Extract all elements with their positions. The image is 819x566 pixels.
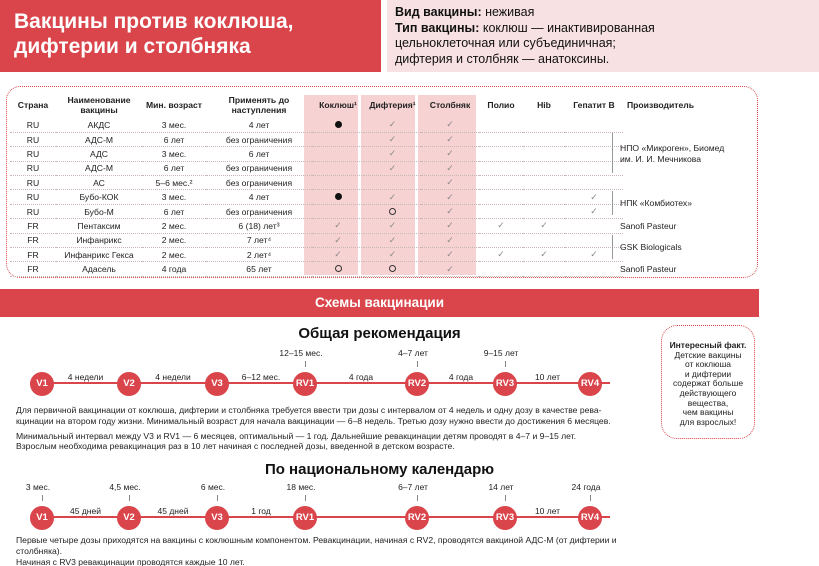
type-value-2: цельноклеточная или субъединичная;	[395, 36, 616, 50]
cell-mark	[421, 233, 479, 247]
timeline-node-rv3: RV3	[493, 506, 517, 530]
col-pertussis: Коклюш¹	[319, 100, 357, 110]
cell-age: 3 мес.	[142, 147, 206, 161]
bracket-gsk	[612, 235, 613, 259]
age-tick	[305, 361, 306, 367]
fact-line-3: и дифтерии	[684, 368, 732, 379]
bracket-mikrogen	[612, 133, 613, 173]
check-icon: ✓	[334, 220, 342, 231]
cell-mark	[312, 233, 364, 247]
cell-country: RU	[10, 161, 56, 175]
cell-mark	[364, 176, 421, 190]
check-icon: ✓	[446, 206, 454, 217]
cell-mark	[565, 233, 623, 247]
national-para-2: Начиная с RV3 ревакцинации проводятся каждые 10 лет.	[16, 556, 245, 566]
col-diphtheria: Дифтерия¹	[369, 100, 416, 110]
cell-mark	[312, 176, 364, 190]
interval-label: 45 дней	[157, 506, 189, 516]
title-line-1: Вакцины против коклюша,	[14, 10, 294, 33]
age-tick	[505, 495, 506, 501]
cell-mark	[312, 262, 364, 276]
interval-label: 1 год	[251, 506, 271, 516]
cell-country: FR	[10, 262, 56, 276]
cell-until: 4 лет	[206, 118, 312, 132]
check-icon: ✓	[497, 249, 505, 260]
cell-age: 2 мес.	[142, 219, 206, 233]
cell-until: без ограничения	[206, 204, 312, 218]
age-label: 4–7 лет	[398, 348, 428, 358]
col-min-age: Мин. возраст	[145, 100, 202, 110]
cell-name: АДС	[56, 147, 142, 161]
general-para-1: Для первичной вакцинации от коклюша, дифтерии и столбняка требуется ввести три дозы с интервалом от 4 недель и одну дозу в качестве рева-	[16, 405, 602, 415]
fact-heading: Интересный факт.	[669, 340, 747, 350]
kind-value: неживая	[485, 5, 535, 19]
check-icon: ✓	[590, 249, 598, 260]
cell-name: АДС-М	[56, 132, 142, 146]
cell-mark	[523, 147, 565, 161]
cell-until: 65 лет	[206, 262, 312, 276]
cell-mark	[364, 147, 421, 161]
cell-age: 3 мес.	[142, 118, 206, 132]
national-para-1: Первые четыре дозы приходятся на вакцины с коклюшным компонентом. Ревакцинации, начиная с RV2, проводятся вакциной АДС-М (от дифтерии и столбняка).	[16, 535, 617, 556]
check-icon: ✓	[446, 220, 454, 231]
check-icon: ✓	[540, 249, 548, 260]
age-label: 3 мес.	[25, 482, 51, 492]
cell-mark	[421, 147, 479, 161]
general-para-3: Минимальный интервал между V3 и RV1 — 6 месяцев, оптимальный — 1 год. Дальнейшие ревакцинации детям проводят в 4–7 и 9–15 лет.	[16, 430, 577, 441]
cell-country: RU	[10, 118, 56, 132]
age-tick	[417, 495, 418, 501]
check-icon: ✓	[334, 249, 342, 260]
cell-mark	[364, 118, 421, 132]
schemes-band: Схемы вакцинации	[0, 289, 759, 317]
timeline-node-rv1: RV1	[293, 372, 317, 396]
cell-name: АС	[56, 176, 142, 190]
general-para-2: кцинации на втором году жизни. Минимальный возраст для начала вакцинации — 6–8 недель. Третью дозу нужно ввести до достижения 6 месяцев.	[16, 415, 611, 426]
check-icon: ✓	[388, 162, 397, 173]
cell-mark	[312, 161, 364, 175]
age-label: 6–7 лет	[398, 482, 428, 492]
cell-mark	[364, 262, 421, 276]
timeline-node-rv1: RV1	[293, 506, 317, 530]
producer-mikrogen	[620, 143, 724, 165]
producer-mikrogen-line-1: НПО «Микроген», Биомед	[620, 143, 725, 153]
national-title: По национальному календарю	[264, 461, 495, 478]
type-value-1: коклюш — инактивированная	[482, 20, 655, 35]
col-until: Применять до наступления	[228, 95, 290, 115]
table-header-row	[10, 92, 763, 118]
fact-line-4: содержат больше	[672, 378, 744, 389]
cell-mark	[479, 248, 523, 262]
timeline-node-v3: V3	[205, 372, 229, 396]
table-row	[10, 176, 763, 190]
col-hepb: Гепатит В	[573, 100, 615, 110]
cell-mark	[364, 190, 421, 204]
cell-mark	[479, 161, 523, 175]
producer-sanofi-2: Sanofi Pasteur	[620, 264, 677, 274]
cell-mark	[421, 176, 479, 190]
check-icon: ✓	[388, 119, 397, 130]
cell-mark	[421, 161, 479, 175]
cell-mark	[421, 219, 479, 233]
check-icon: ✓	[446, 249, 454, 260]
open-circle-icon	[335, 265, 342, 272]
cell-age: 5–6 мес.²	[142, 176, 206, 190]
cell-until: 4 лет	[206, 190, 312, 204]
cell-age: 6 лет	[142, 204, 206, 218]
col-name: Наименование вакцины	[67, 95, 131, 115]
cell-mark	[312, 147, 364, 161]
cell-until: 6 лет	[206, 147, 312, 161]
cell-mark	[523, 248, 565, 262]
cell-until: 6 (18) лет³	[206, 219, 312, 233]
check-icon: ✓	[446, 263, 454, 274]
cell-mark	[565, 118, 623, 132]
interval-label: 6–12 мес.	[241, 372, 281, 382]
age-tick	[42, 495, 43, 501]
type-value-3: дифтерия и столбняк — анатоксины.	[395, 51, 610, 66]
cell-age: 2 мес.	[142, 248, 206, 262]
cell-mark	[479, 147, 523, 161]
check-icon: ✓	[497, 220, 505, 231]
timeline-node-rv4: RV4	[578, 372, 602, 396]
cell-country: RU	[10, 204, 56, 218]
cell-mark	[479, 204, 523, 218]
cell-age: 2 мес.	[142, 233, 206, 247]
timeline-node-v2: V2	[117, 506, 141, 530]
col-producer: Производитель	[627, 100, 695, 110]
bracket-combiotech	[612, 191, 613, 215]
col-tetanus: Столбняк	[429, 100, 471, 110]
cell-mark	[523, 219, 565, 233]
cell-until: 2 лет⁴	[206, 248, 312, 262]
producer-sanofi-1: Sanofi Pasteur	[620, 221, 677, 231]
cell-mark	[565, 190, 623, 204]
check-icon: ✓	[446, 148, 454, 159]
cell-country: RU	[10, 176, 56, 190]
cell-mark	[479, 233, 523, 247]
age-label: 9–15 лет	[483, 348, 519, 358]
timeline-node-rv4: RV4	[578, 506, 602, 530]
cell-mark	[523, 132, 565, 146]
fact-line-2: от коклюша	[684, 359, 732, 370]
cell-mark	[421, 204, 479, 218]
col-polio: Полио	[487, 100, 515, 110]
cell-name: Бубо-М	[56, 204, 142, 218]
cell-mark	[421, 132, 479, 146]
timeline-node-v1: V1	[30, 372, 54, 396]
producer-combiotech: НПК «Комбиотех»	[620, 198, 692, 208]
cell-mark	[421, 262, 479, 276]
producer-mikrogen-line-2: им. И. И. Мечникова	[620, 154, 702, 164]
cell-country: RU	[10, 147, 56, 161]
cell-mark	[479, 132, 523, 146]
age-tick	[417, 361, 418, 367]
age-tick	[217, 495, 218, 501]
interval-label: 4 недели	[155, 372, 191, 382]
type-label: Тип вакцины:	[395, 20, 480, 35]
check-icon: ✓	[446, 162, 454, 173]
check-icon: ✓	[388, 249, 397, 260]
age-label: 24 года	[571, 482, 601, 492]
cell-producer	[623, 176, 763, 190]
interval-label: 4 года	[348, 372, 374, 382]
cell-mark	[565, 176, 623, 190]
kind-label: Вид вакцины:	[395, 5, 482, 19]
check-icon: ✓	[388, 191, 397, 202]
check-icon: ✓	[446, 134, 454, 145]
timeline-node-rv3: RV3	[493, 372, 517, 396]
cell-mark	[312, 219, 364, 233]
cell-mark	[421, 248, 479, 262]
cell-mark	[364, 161, 421, 175]
cell-name: Пентаксим	[56, 219, 142, 233]
cell-country: RU	[10, 190, 56, 204]
cell-mark	[523, 204, 565, 218]
cell-mark	[565, 262, 623, 276]
fact-line-5: действующего	[679, 387, 737, 398]
check-icon: ✓	[388, 148, 397, 159]
producer-gsk: GSK Biologicals	[620, 242, 682, 252]
age-tick	[505, 361, 506, 367]
cell-mark	[479, 118, 523, 132]
age-tick	[590, 495, 591, 501]
cell-mark	[565, 147, 623, 161]
timeline-node-v1: V1	[30, 506, 54, 530]
cell-mark	[312, 132, 364, 146]
cell-name: АКДС	[56, 118, 142, 132]
fact-line-8: для взрослых!	[679, 416, 737, 427]
cell-mark	[523, 190, 565, 204]
cell-country: FR	[10, 233, 56, 247]
timeline-node-rv2: RV2	[405, 506, 429, 530]
cell-mark	[364, 248, 421, 262]
filled-dot-icon	[335, 121, 342, 128]
check-icon: ✓	[446, 119, 454, 130]
cell-mark	[523, 262, 565, 276]
cell-until: без ограничения	[206, 161, 312, 175]
fact-box	[661, 325, 755, 439]
cell-country: FR	[10, 248, 56, 262]
cell-until: без ограничения	[206, 176, 312, 190]
cell-mark	[312, 248, 364, 262]
general-para-4: Взрослым необходима ревакцинация раз в 10 лет начиная с последней дозы, введенной в детском возрасте.	[16, 441, 455, 452]
check-icon: ✓	[388, 234, 397, 245]
cell-until: 7 лет⁴	[206, 233, 312, 247]
vaccine-info-box	[387, 0, 819, 72]
general-paragraph	[16, 405, 656, 452]
check-icon: ✓	[540, 220, 548, 231]
interval-label: 4 недели	[67, 372, 104, 382]
age-label: 12–15 мес.	[279, 348, 323, 358]
age-label: 18 мес.	[286, 482, 316, 492]
cell-country: FR	[10, 219, 56, 233]
fact-line-1: Детские вакцины	[674, 349, 742, 360]
table-row	[10, 118, 763, 132]
timeline-node-rv2: RV2	[405, 372, 429, 396]
cell-mark	[523, 233, 565, 247]
cell-mark	[565, 132, 623, 146]
cell-mark	[565, 248, 623, 262]
cell-mark	[523, 161, 565, 175]
cell-mark	[312, 190, 364, 204]
age-tick	[129, 495, 130, 501]
check-icon: ✓	[388, 134, 397, 145]
cell-name: Адасель	[56, 262, 142, 276]
cell-mark	[479, 176, 523, 190]
interval-label: 4 года	[448, 372, 474, 382]
age-label: 14 лет	[488, 482, 514, 492]
age-label: 6 мес.	[200, 482, 226, 492]
cell-mark	[565, 204, 623, 218]
cell-mark	[364, 132, 421, 146]
cell-name: АДС-М	[56, 161, 142, 175]
cell-mark	[364, 219, 421, 233]
cell-age: 3 мес.	[142, 190, 206, 204]
interval-label: 10 лет	[534, 372, 561, 382]
cell-mark	[421, 118, 479, 132]
col-hib: Hib	[537, 100, 551, 110]
fact-line-6: вещества,	[687, 397, 729, 408]
check-icon: ✓	[590, 206, 598, 217]
interval-label: 10 лет	[534, 506, 561, 516]
cell-mark	[312, 204, 364, 218]
cell-name: Инфанрикс Гекса	[56, 248, 142, 262]
cell-mark	[565, 219, 623, 233]
timeline-node-v2: V2	[117, 372, 141, 396]
col-country: Страна	[17, 100, 49, 110]
check-icon: ✓	[446, 234, 454, 245]
cell-mark	[364, 233, 421, 247]
cell-mark	[523, 118, 565, 132]
age-label: 4,5 мес.	[109, 482, 141, 492]
page-title	[14, 9, 294, 59]
check-icon: ✓	[590, 191, 598, 202]
cell-age: 6 лет	[142, 132, 206, 146]
cell-mark	[312, 118, 364, 132]
age-tick	[305, 495, 306, 501]
filled-dot-icon	[335, 193, 342, 200]
cell-mark	[523, 176, 565, 190]
fact-line-7: чем вакцины	[682, 407, 734, 418]
cell-name: Бубо-КОК	[56, 190, 142, 204]
check-icon: ✓	[446, 177, 454, 188]
cell-mark	[479, 262, 523, 276]
title-banner	[0, 0, 381, 72]
cell-country: RU	[10, 132, 56, 146]
cell-producer	[623, 118, 763, 132]
check-icon: ✓	[446, 191, 454, 202]
cell-mark	[364, 204, 421, 218]
interval-label: 45 дней	[70, 506, 101, 516]
cell-mark	[479, 190, 523, 204]
cell-mark	[479, 219, 523, 233]
general-title: Общая рекомендация	[298, 325, 461, 342]
check-icon: ✓	[388, 220, 397, 231]
check-icon: ✓	[334, 234, 342, 245]
cell-name: Инфанрикс	[56, 233, 142, 247]
cell-age: 6 лет	[142, 161, 206, 175]
open-circle-icon	[389, 208, 396, 215]
cell-age: 4 года	[142, 262, 206, 276]
cell-until: без ограничения	[206, 132, 312, 146]
cell-mark	[421, 190, 479, 204]
title-line-2: дифтерии и столбняка	[14, 35, 251, 58]
open-circle-icon	[389, 265, 396, 272]
timeline-node-v3: V3	[205, 506, 229, 530]
national-paragraph	[16, 535, 656, 566]
cell-mark	[565, 161, 623, 175]
